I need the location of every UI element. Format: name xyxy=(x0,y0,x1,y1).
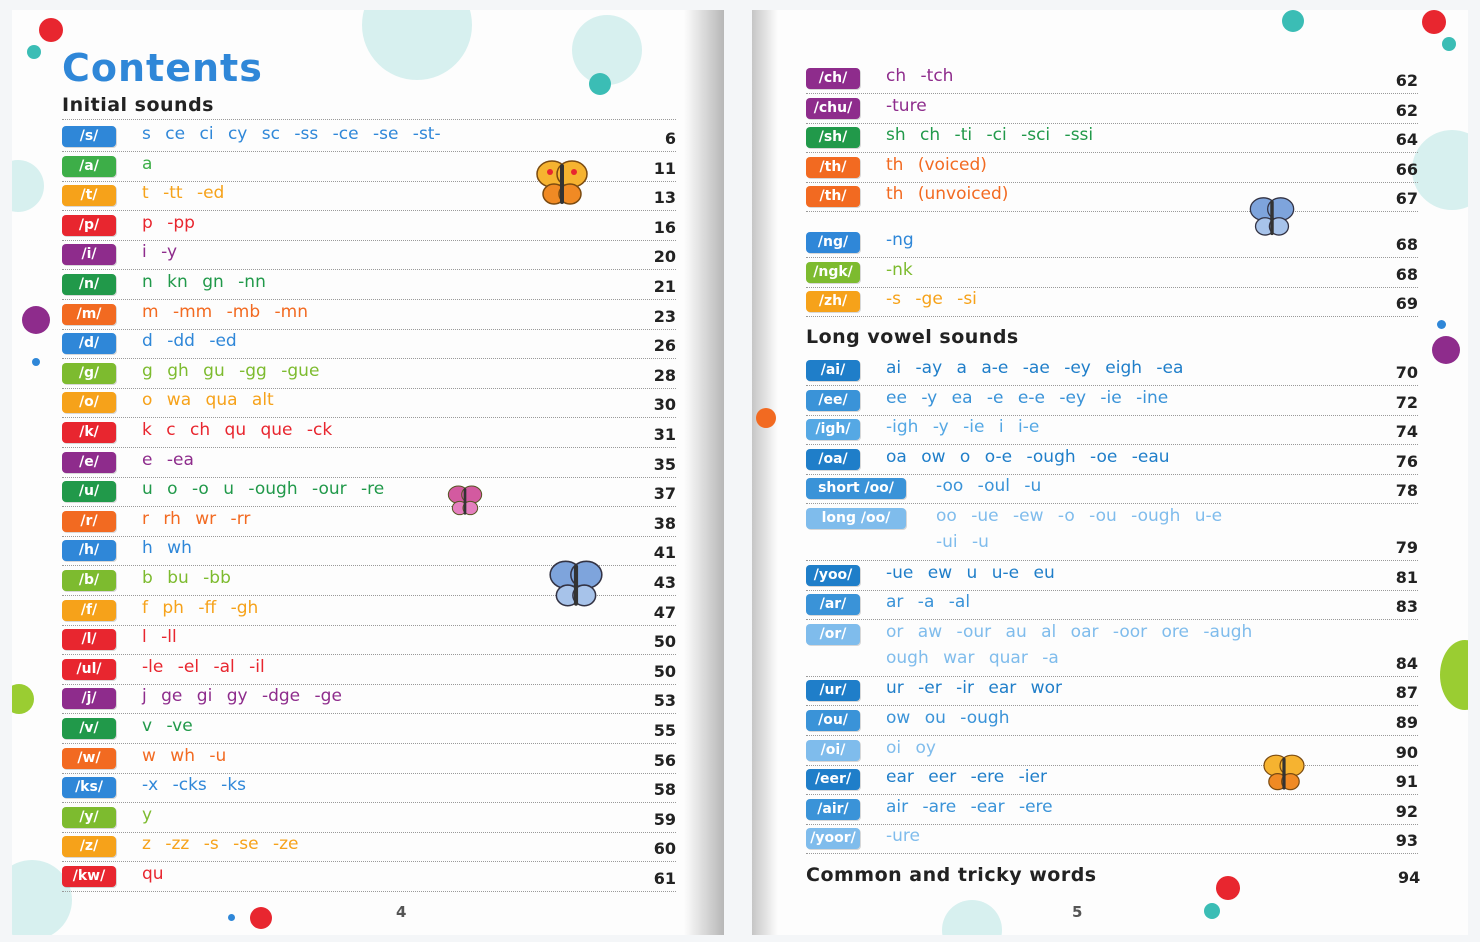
sound-badge: /ng/ xyxy=(806,232,860,253)
spelling-list: z -zz -s -se -ze xyxy=(142,834,299,855)
contents-row xyxy=(62,122,676,152)
contents-row xyxy=(806,736,1418,766)
page-ref: 41 xyxy=(653,543,676,563)
butterfly-illustration xyxy=(1246,190,1298,242)
spelling-list: l -ll xyxy=(142,627,177,648)
contents-row xyxy=(806,123,1418,153)
spelling-list: o wa qua alt xyxy=(142,390,274,411)
sound-badge: /eer/ xyxy=(806,769,860,790)
page-ref: 53 xyxy=(653,691,676,711)
spelling-list: -oo -oul -u xyxy=(936,476,1042,497)
sound-badge: /t/ xyxy=(62,185,116,206)
page-ref: 6 xyxy=(664,129,676,148)
contents-row xyxy=(806,228,1418,258)
page-ref: 56 xyxy=(653,750,676,770)
spelling-list: ai -ay a a-e -ae -ey eigh -ea xyxy=(886,358,1184,378)
spelling-list: oi oy xyxy=(886,737,936,758)
contents-row xyxy=(62,684,676,714)
spelling-list: m -mm -mb -mn xyxy=(142,301,308,322)
spelling-list: ch -tch xyxy=(886,66,954,86)
contents-row xyxy=(62,448,676,478)
contents-row xyxy=(806,64,1418,94)
contents-row xyxy=(62,773,676,803)
sound-badge: /r/ xyxy=(62,511,116,532)
page-ref: 76 xyxy=(1395,451,1418,471)
page-ref: 61 xyxy=(653,869,676,888)
decorative-dot xyxy=(1442,37,1456,51)
decorative-dot xyxy=(589,73,611,95)
contents-row xyxy=(62,300,676,330)
spelling-list: -ng xyxy=(886,230,914,250)
page-ref: 78 xyxy=(1395,481,1418,501)
page-ref: 62 xyxy=(1395,71,1418,90)
sound-badge: /k/ xyxy=(62,422,116,443)
spelling-list: n kn gn -nn xyxy=(142,272,266,292)
spelling-list: th (voiced) xyxy=(886,154,987,175)
sound-badge: /g/ xyxy=(62,363,116,384)
sound-badge: /ar/ xyxy=(806,594,860,615)
page-ref: 37 xyxy=(653,484,676,504)
page-ref: 59 xyxy=(653,809,676,829)
decorative-dot xyxy=(12,684,34,714)
spelling-list: i -y xyxy=(142,242,178,263)
contents-row xyxy=(806,561,1418,591)
page-ref: 31 xyxy=(653,425,676,444)
decorative-dot xyxy=(228,914,235,921)
spelling-list: w wh -u xyxy=(142,745,227,766)
spelling-list: d -dd -ed xyxy=(142,331,237,352)
contents-row xyxy=(806,445,1418,475)
spelling-list: th (unvoiced) xyxy=(886,184,1009,205)
page-ref: 79 xyxy=(1395,538,1418,557)
page-ref: 94 xyxy=(1398,868,1421,887)
section-heading-initial-sounds: Initial sounds xyxy=(62,94,214,116)
page-ref: 91 xyxy=(1395,772,1418,792)
spelling-list: -igh -y -ie i i-e xyxy=(886,417,1040,438)
contents-row xyxy=(62,211,676,241)
page-ref: 35 xyxy=(653,454,676,474)
sound-badge: /m/ xyxy=(62,304,116,325)
sound-badge: /f/ xyxy=(62,600,116,621)
butterfly-illustration xyxy=(544,552,608,614)
spelling-list-continued: ough war quar -a xyxy=(886,647,1059,668)
decorative-circle xyxy=(12,160,44,212)
page-ref: 50 xyxy=(653,632,676,652)
contents-row xyxy=(62,744,676,774)
contents-row xyxy=(62,832,676,862)
sound-badge: /z/ xyxy=(62,836,116,857)
sound-badge: /yoo/ xyxy=(806,565,860,586)
decorative-circle xyxy=(572,15,642,85)
page-ref: 38 xyxy=(653,513,676,533)
page-ref: 60 xyxy=(653,839,676,859)
page-ref: 13 xyxy=(653,188,676,208)
sound-badge: /kw/ xyxy=(62,866,116,887)
spelling-list: qu xyxy=(142,864,164,884)
spelling-list: a xyxy=(142,153,153,174)
page-ref: 62 xyxy=(1395,100,1418,120)
decorative-circle xyxy=(1412,130,1468,210)
spelling-list: ee -y ea -e e-e -ey -ie -ine xyxy=(886,387,1169,408)
sound-badge: /a/ xyxy=(62,156,116,177)
spelling-list: u o -o u -ough -our -re xyxy=(142,479,385,500)
sound-badge: /y/ xyxy=(62,807,116,828)
page-ref: 28 xyxy=(653,365,676,385)
page-ref: 83 xyxy=(1395,597,1418,617)
spelling-list: b bu -bb xyxy=(142,568,231,588)
sound-badge: /sh/ xyxy=(806,127,860,148)
page-ref: 23 xyxy=(653,306,676,326)
sound-badge: /air/ xyxy=(806,799,860,820)
contents-row xyxy=(62,359,676,389)
page-ref: 11 xyxy=(653,158,676,178)
contents-row xyxy=(806,94,1418,124)
contents-row xyxy=(806,287,1418,317)
page-ref: 47 xyxy=(653,602,676,622)
sound-badge: /n/ xyxy=(62,274,116,295)
contents-row xyxy=(806,356,1418,386)
sound-badge: /o/ xyxy=(62,392,116,413)
page-title: Contents xyxy=(62,46,263,90)
sound-badge: /oi/ xyxy=(806,740,860,761)
spelling-list: v -ve xyxy=(142,716,193,736)
decorative-dot xyxy=(1437,320,1446,329)
page-ref: 58 xyxy=(653,780,676,800)
page-gutter-shadow xyxy=(684,10,724,935)
spelling-list-continued: -ui -u xyxy=(936,532,989,552)
sound-badge: /chu/ xyxy=(806,98,860,119)
contents-row xyxy=(806,706,1418,736)
sound-badge: long /oo/ xyxy=(806,508,906,529)
page-ref: 70 xyxy=(1395,363,1418,382)
decorative-dot xyxy=(1432,336,1460,364)
sound-badge: /j/ xyxy=(62,688,116,709)
sound-badge: /d/ xyxy=(62,333,116,354)
contents-row xyxy=(806,258,1418,288)
contents-row xyxy=(62,507,676,537)
butterfly-illustration xyxy=(1260,748,1308,796)
contents-row xyxy=(62,388,676,418)
sound-badge: /v/ xyxy=(62,718,116,739)
decorative-dot xyxy=(27,45,41,59)
right-page xyxy=(752,10,1468,935)
page-number: 4 xyxy=(396,903,407,921)
sound-badge: /ai/ xyxy=(806,360,860,381)
decorative-dot xyxy=(1440,640,1468,710)
contents-row xyxy=(806,620,1418,677)
sound-badge: /th/ xyxy=(806,186,860,207)
contents-row xyxy=(806,474,1418,504)
spelling-list: g gh gu -gg -gue xyxy=(142,360,320,381)
contents-row xyxy=(62,477,676,507)
sound-badge: /ngk/ xyxy=(806,262,860,283)
section-heading-common-tricky-words: Common and tricky words xyxy=(806,864,1097,886)
sound-badge: /u/ xyxy=(62,481,116,502)
decorative-dot xyxy=(39,18,63,42)
spelling-list: -nk xyxy=(886,259,913,280)
contents-row xyxy=(806,153,1418,183)
spelling-list: f ph -ff -gh xyxy=(142,597,259,618)
contents-row xyxy=(806,765,1418,795)
spelling-list: -x -cks -ks xyxy=(142,775,247,796)
sound-badge: /h/ xyxy=(62,540,116,561)
page-ref: 89 xyxy=(1395,713,1418,732)
spelling-list: -ture xyxy=(886,95,927,116)
divider xyxy=(62,119,676,120)
sound-badge: /oa/ xyxy=(806,449,860,470)
butterfly-illustration xyxy=(532,152,592,212)
sound-badge: /zh/ xyxy=(806,291,860,312)
sound-badge: /igh/ xyxy=(806,419,860,440)
spelling-list: j ge gi gy -dge -ge xyxy=(142,686,342,707)
page-ref: 55 xyxy=(653,721,676,740)
butterfly-illustration xyxy=(444,480,486,520)
page-ref: 26 xyxy=(653,336,676,356)
page-ref: 84 xyxy=(1395,653,1418,673)
section-heading-long-vowel-sounds: Long vowel sounds xyxy=(806,326,1019,348)
page-ref: 16 xyxy=(653,217,676,237)
sound-badge: /ks/ xyxy=(62,777,116,798)
spelling-list: h wh xyxy=(142,538,192,559)
page-number: 5 xyxy=(1072,903,1083,921)
page-ref: 69 xyxy=(1395,294,1418,314)
page-ref: 43 xyxy=(653,573,676,592)
page-ref: 68 xyxy=(1395,264,1418,284)
page-ref: 93 xyxy=(1395,831,1418,851)
sound-badge: /ul/ xyxy=(62,659,116,680)
spelling-list: s ce ci cy sc -ss -ce -se -st- xyxy=(142,124,441,144)
contents-row xyxy=(62,418,676,448)
spelling-list: -ure xyxy=(886,826,920,847)
sound-badge: /p/ xyxy=(62,215,116,236)
page-ref: 30 xyxy=(653,395,676,415)
contents-row xyxy=(806,182,1418,212)
spelling-list: ear eer -ere -ier xyxy=(886,767,1047,788)
page-ref: 50 xyxy=(653,661,676,681)
sound-badge: /w/ xyxy=(62,748,116,769)
contents-row xyxy=(62,329,676,359)
spelling-list: t -tt -ed xyxy=(142,183,225,204)
sound-badge: /ee/ xyxy=(806,390,860,411)
page-gutter-shadow xyxy=(752,10,778,935)
spelling-list: ur -er -ir ear wor xyxy=(886,678,1062,699)
page-ref: 74 xyxy=(1395,422,1418,442)
decorative-dot xyxy=(1204,903,1220,919)
decorative-circle xyxy=(362,10,472,80)
decorative-dot xyxy=(1282,10,1304,32)
spelling-list: -le -el -al -il xyxy=(142,656,265,677)
contents-row xyxy=(62,803,676,833)
contents-row xyxy=(806,795,1418,825)
decorative-dot xyxy=(32,358,40,366)
spelling-list: -ue ew u u-e eu xyxy=(886,562,1055,583)
decorative-dot xyxy=(1216,876,1240,900)
sound-badge: /ch/ xyxy=(806,68,860,89)
decorative-dot xyxy=(756,408,776,428)
contents-row xyxy=(62,270,676,300)
page-ref: 20 xyxy=(653,247,676,267)
sound-badge: /ou/ xyxy=(806,710,860,731)
page-ref: 72 xyxy=(1395,392,1418,412)
page-ref: 66 xyxy=(1395,159,1418,179)
page-ref: 90 xyxy=(1395,742,1418,762)
sound-badge: /yoor/ xyxy=(806,828,860,849)
spelling-list: sh ch -ti -ci -sci -ssi xyxy=(886,125,1094,146)
decorative-circle xyxy=(942,900,1002,935)
page-ref: 68 xyxy=(1395,235,1418,254)
spelling-list: p -pp xyxy=(142,212,195,233)
page-ref: 92 xyxy=(1395,801,1418,821)
sound-badge: /th/ xyxy=(806,157,860,178)
decorative-dot xyxy=(22,306,50,334)
contents-row xyxy=(806,386,1418,416)
sound-badge: /s/ xyxy=(62,126,116,147)
contents-row xyxy=(62,714,676,744)
contents-row xyxy=(62,625,676,655)
decorative-dot xyxy=(250,907,272,929)
contents-row xyxy=(806,676,1418,706)
contents-row xyxy=(806,415,1418,445)
spelling-list: ow ou -ough xyxy=(886,708,1010,728)
spelling-list: or aw -our au al oar -oor ore -augh xyxy=(886,621,1253,642)
spelling-list: e -ea xyxy=(142,449,194,470)
page-ref: 87 xyxy=(1395,683,1418,703)
sound-badge: /or/ xyxy=(806,624,860,645)
page-ref: 64 xyxy=(1395,130,1418,150)
sound-badge: /i/ xyxy=(62,244,116,265)
contents-row xyxy=(806,590,1418,620)
spelling-list: r rh wr -rr xyxy=(142,508,251,529)
contents-row xyxy=(62,240,676,270)
contents-row xyxy=(806,824,1418,854)
decorative-dot xyxy=(1422,10,1446,34)
spelling-list: ar -a -al xyxy=(886,592,971,613)
spelling-list: k c ch qu que -ck xyxy=(142,420,333,440)
sound-badge: /ur/ xyxy=(806,680,860,701)
spelling-list: -s -ge -si xyxy=(886,289,977,310)
page-ref: 67 xyxy=(1395,189,1418,209)
spelling-list: oo -ue -ew -o -ou -ough u-e xyxy=(936,506,1223,526)
sound-badge: /b/ xyxy=(62,570,116,591)
left-page xyxy=(12,10,724,935)
sound-badge: /e/ xyxy=(62,452,116,473)
sound-badge: short /oo/ xyxy=(806,478,906,499)
contents-row xyxy=(62,862,676,892)
contents-row xyxy=(806,504,1418,561)
spelling-list: oa ow o o-e -ough -oe -eau xyxy=(886,446,1170,467)
spelling-list: y xyxy=(142,804,153,825)
sound-badge: /l/ xyxy=(62,629,116,650)
contents-row xyxy=(62,655,676,685)
spelling-list: air -are -ear -ere xyxy=(886,796,1053,817)
page-ref: 21 xyxy=(653,277,676,296)
page-ref: 81 xyxy=(1395,567,1418,587)
